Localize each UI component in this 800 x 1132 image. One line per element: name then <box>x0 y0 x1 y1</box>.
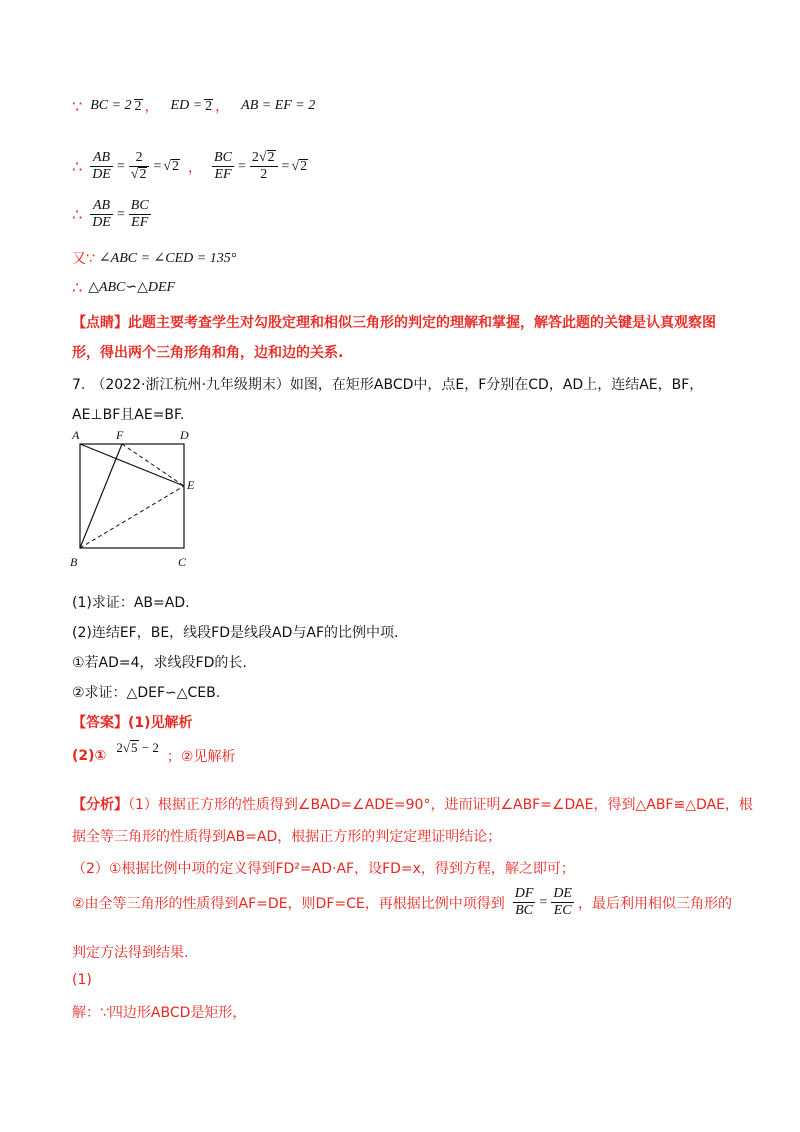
radicand: 2 <box>300 158 308 174</box>
line-because-lengths <box>72 96 315 116</box>
fraction-de-ec <box>551 886 574 919</box>
answer-line-2 <box>72 740 236 766</box>
answer-label: 【答案】 <box>72 715 128 731</box>
ed-radicand: 2 <box>205 98 213 114</box>
segment-be-dashed <box>80 486 184 548</box>
similar-expr: △ABC∽△DEF <box>88 280 176 295</box>
radicand: 2 <box>267 150 275 165</box>
numerator: DE <box>553 886 572 901</box>
analysis-p4b: ，最后利用相似三角形的 <box>577 895 732 912</box>
analysis-line-1 <box>72 794 753 814</box>
equals: = <box>281 158 290 174</box>
numerator: BC <box>130 198 149 213</box>
radicand: 2 <box>139 167 147 182</box>
therefore-symbol: ∴ <box>72 205 83 224</box>
angle-expr: ∠ABC = ∠CED = 135° <box>98 250 237 266</box>
radicand: 2 <box>172 158 180 174</box>
problem-number: 7. <box>72 377 86 393</box>
analysis-label: 【分析】 <box>72 797 128 813</box>
denominator: 2 <box>250 166 278 183</box>
segment-bf <box>80 444 122 548</box>
solution-part-1: (1) <box>72 972 92 988</box>
answer-1: (1)见解析 <box>128 715 193 731</box>
solution-line-1: 解：∵四边形ABCD是矩形， <box>72 1005 247 1021</box>
because-symbol: ∵ <box>72 96 83 116</box>
bc-radicand: 2 <box>134 98 142 114</box>
line-angles-equal <box>72 248 236 268</box>
equals: = <box>116 206 125 222</box>
denominator: DE <box>92 215 111 230</box>
line-similar-conclusion <box>72 278 175 297</box>
label-e: E <box>187 478 195 492</box>
sep-comma: ， <box>144 99 159 115</box>
answer-2-value: 2√5 − 2 <box>116 740 159 755</box>
line-therefore-ratios <box>72 150 308 183</box>
equals: = <box>153 158 162 174</box>
ab-ef-expr: AB = EF = 2 <box>241 98 316 113</box>
denominator: EC <box>551 902 574 919</box>
analysis-p4a: ②由全等三角形的性质得到AF=DE，则DF=CE，再根据比例中项得到 <box>72 895 505 912</box>
bc-sqrt <box>134 99 143 114</box>
label-a: A <box>72 428 80 442</box>
bc-expr: BC = 2 <box>90 98 132 113</box>
equals: = <box>237 158 246 174</box>
fraction-2sqrt2-2 <box>250 150 278 183</box>
question-2a: ①若AD=4，求线段FD的长. <box>72 655 247 671</box>
fraction-2-sqrt2 <box>129 150 150 183</box>
coefficient: 2 <box>251 150 259 165</box>
analysis-p1: （1）根据正方形的性质得到∠BAD=∠ADE=90°，进而证明∠ABF=∠DAE，得到△ABF≌△DAE，根 <box>128 797 753 813</box>
answer-line-1 <box>72 712 193 732</box>
numerator: BC <box>214 150 232 165</box>
fraction-bc-ef <box>212 150 234 183</box>
fraction-ab-de <box>90 150 113 183</box>
numerator: AB <box>92 198 111 213</box>
ed-expr: ED = <box>170 98 203 113</box>
numerator: DF <box>514 886 534 901</box>
label-f: F <box>116 428 124 442</box>
label-c: C <box>178 555 187 569</box>
label-d: D <box>180 428 189 442</box>
tail: − 2 <box>138 740 159 755</box>
line-therefore-proportion <box>72 198 153 231</box>
equals: = <box>116 158 125 174</box>
analysis-line-2: 据全等三角形的性质得到AB=AD，根据正方形的判定定理证明结论； <box>72 829 502 845</box>
problem-text-1: 如图，在矩形ABCD中，点E，F分别在CD，AD上，连结AE，BF， <box>289 377 704 393</box>
denominator: BC <box>513 902 536 919</box>
geometry-figure <box>66 426 216 572</box>
segment-ae <box>80 444 184 486</box>
ed-sqrt <box>204 99 213 114</box>
therefore-symbol: ∴ <box>72 278 83 297</box>
denominator: EF <box>129 214 151 231</box>
problem-7-line-1 <box>72 374 703 394</box>
denominator: EF <box>212 166 234 183</box>
answer-2-suffix: ；②见解析 <box>166 749 236 765</box>
problem-7-line-2: AE⊥BF且AE=BF. <box>72 407 185 423</box>
rectangle-abcd <box>80 444 184 548</box>
numerator: 2√2 <box>251 150 275 165</box>
equals: = <box>539 894 548 910</box>
numerator: AB <box>92 150 111 165</box>
denominator: DE <box>92 167 111 182</box>
therefore-symbol: ∴ <box>72 157 83 176</box>
analysis-line-5: 判定方法得到结果. <box>72 945 189 961</box>
dianqing-line-2: 形，得出两个三角形角和角，边和边的关系. <box>72 345 344 361</box>
sep-comma: ， <box>188 159 203 176</box>
analysis-line-4 <box>72 886 732 919</box>
question-2b: ②求证：△DEF∽△CEB. <box>72 685 221 701</box>
numerator: 2 <box>135 150 143 165</box>
sqrt2-result: √2 <box>291 158 308 174</box>
also-because-symbol: 又∵ <box>72 251 95 267</box>
sep-comma: ， <box>215 99 230 115</box>
dianqing-line-1 <box>72 312 716 332</box>
radicand: 5 <box>131 740 138 755</box>
coefficient: 2 <box>116 740 123 755</box>
dianqing-label: 【点睛】 <box>72 315 128 331</box>
question-2: (2)连结EF，BE，线段FD是线段AD与AF的比例中项. <box>72 625 399 641</box>
sqrt2-result: √2 <box>163 158 180 174</box>
label-b: B <box>70 555 78 569</box>
fraction-df-bc <box>513 886 536 919</box>
analysis-line-3: （2）①根据比例中项的定义得到FD²=AD·AF，设FD=x，得到方程，解之即可； <box>72 861 575 877</box>
answer-2-prefix: (2)① <box>72 748 107 764</box>
question-1: (1)求证：AB=AD. <box>72 595 190 611</box>
dianqing-text-1: 此题主要考查学生对勾股定理和相似三角形的判定的理解和掌握，解答此题的关键是认真观察图 <box>128 315 716 331</box>
denominator: √2 <box>129 166 150 183</box>
fraction-ab-de <box>90 198 113 231</box>
fraction-bc-ef <box>129 198 151 231</box>
problem-source: （2022·浙江杭州·九年级期末） <box>91 377 290 393</box>
